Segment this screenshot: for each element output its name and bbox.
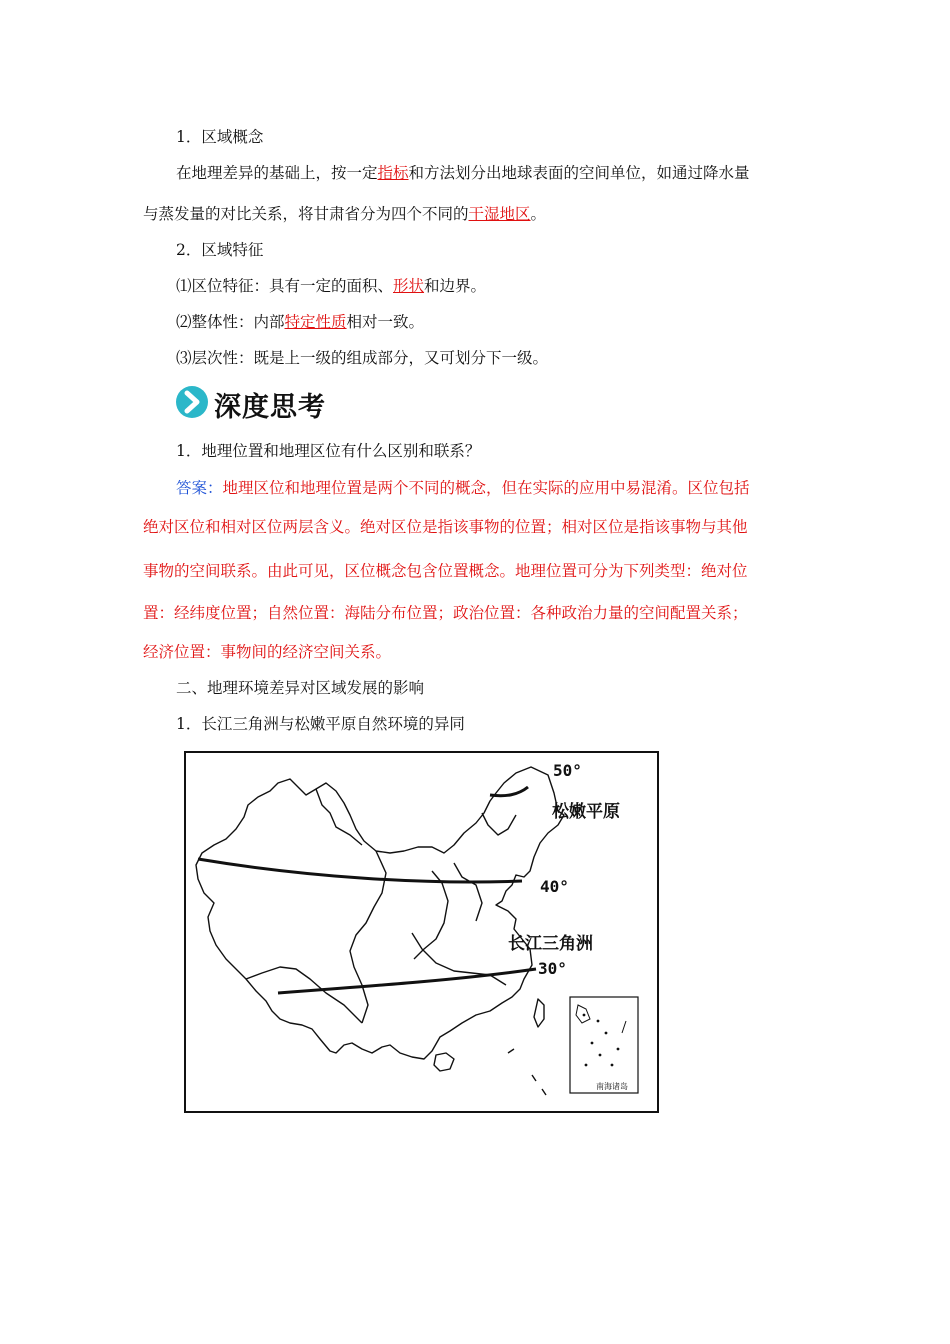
- highlight-keyword: 干湿地区: [468, 205, 531, 223]
- feature-item-hierarchy: ⑶层次性：既是上一级的组成部分，又可划分下一级。: [176, 349, 549, 367]
- place-label-changjiang: 长江三角洲: [508, 934, 593, 954]
- deep-thinking-badge: [176, 383, 346, 423]
- feature-item-location: [176, 276, 486, 296]
- answer-text: 地理区位和地理位置是两个不同的概念，但在实际的应用中易混淆。区位包括: [222, 479, 750, 497]
- latitude-label-30: 30°: [538, 959, 567, 978]
- text: 在地理差异的基础上，按一定: [176, 164, 378, 182]
- paragraph-region-concept-line2: [143, 204, 546, 224]
- answer-line-4: 置：经纬度位置；自然位置：海陆分布位置；政治位置：各种政治力量的空间配置关系；: [143, 604, 748, 622]
- text: ⑴区位特征：具有一定的面积、: [176, 277, 394, 295]
- answer-line-5: 经济位置：事物间的经济空间关系。: [143, 643, 392, 661]
- text: 相对一致。: [346, 313, 425, 331]
- answer-label: 答案：: [176, 479, 223, 497]
- text: 和方法划分出地球表面的空间单位，如通过降水量: [408, 164, 750, 182]
- text: 。: [530, 205, 547, 223]
- text: 与蒸发量的对比关系，将甘肃省分为四个不同的: [143, 205, 469, 223]
- section-heading-region-features: 2．区域特征: [176, 241, 264, 259]
- badge-title: 深度思考: [214, 392, 326, 423]
- china-map-figure: [184, 751, 659, 1113]
- highlight-keyword: 指标: [377, 164, 409, 182]
- inset-label-south-sea: 南海诸岛: [596, 1082, 628, 1091]
- answer-line-3: 事物的空间联系。由此可见，区位概念包含位置概念。地理位置可分为下列类型：绝对位: [143, 562, 748, 580]
- latitude-label-40: 40°: [540, 877, 569, 896]
- chevron-right-icon: [176, 386, 208, 418]
- section-heading-region-concept: 1．区域概念: [176, 128, 264, 146]
- highlight-keyword: 形状: [393, 277, 425, 295]
- latitude-label-50: 50°: [553, 761, 582, 780]
- text: ⑵整体性：内部: [176, 313, 285, 331]
- text: 和边界。: [424, 277, 487, 295]
- section-heading-part2: 二、地理环境差异对区域发展的影响: [176, 679, 425, 697]
- paragraph-region-concept-line1: [176, 163, 750, 183]
- highlight-keyword: 特定性质: [284, 313, 347, 331]
- answer-line-1: [176, 478, 750, 498]
- answer-line-2: 绝对区位和相对区位两层含义。绝对区位是指该事物的位置；相对区位是指该事物与其他: [143, 518, 748, 536]
- question-text: 1．地理位置和地理区位有什么区别和联系？: [176, 442, 481, 460]
- subsection-heading-comparison: 1．长江三角洲与松嫩平原自然环境的异同: [176, 715, 465, 733]
- place-label-songnen: 松嫩平原: [552, 802, 620, 822]
- feature-item-integrity: [176, 312, 424, 332]
